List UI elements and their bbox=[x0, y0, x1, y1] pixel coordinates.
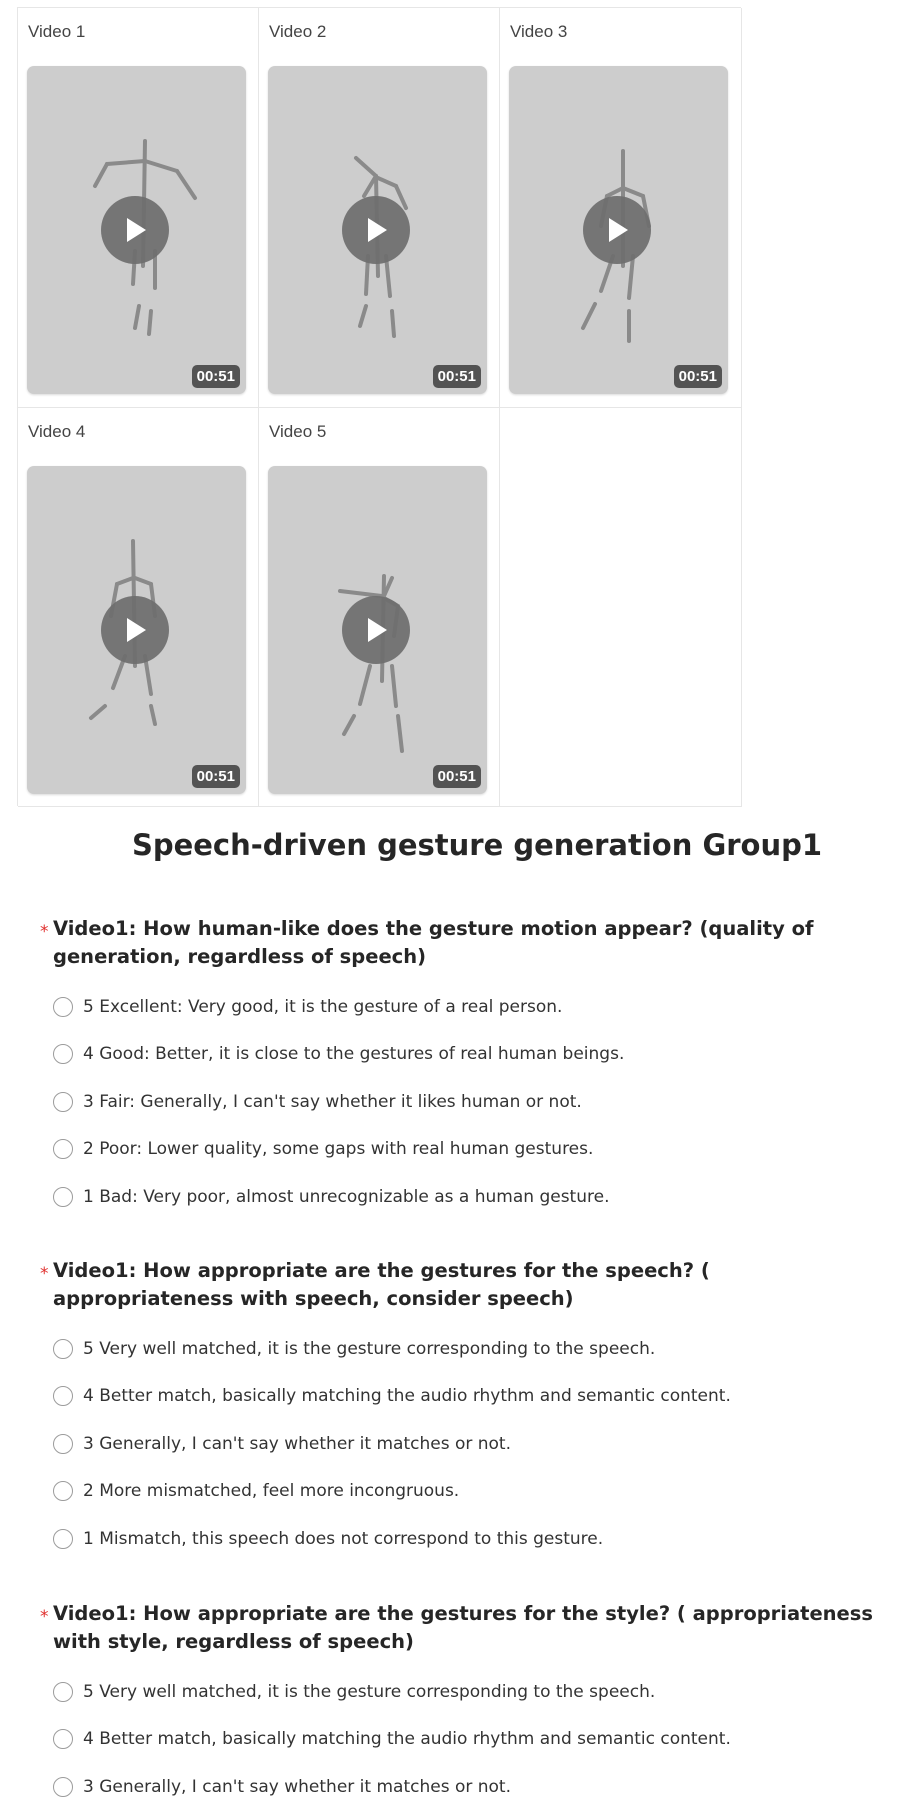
video-cell-5 bbox=[259, 408, 500, 807]
video-label: Video 3 bbox=[510, 22, 568, 41]
question-3 bbox=[40, 1600, 890, 1811]
play-button[interactable] bbox=[583, 196, 651, 264]
required-mark: * bbox=[40, 922, 49, 942]
video-duration: 00:51 bbox=[433, 765, 481, 788]
option-label: 3 Generally, I can't say whether it matches or not. bbox=[83, 1433, 511, 1454]
radio-option[interactable] bbox=[40, 1173, 890, 1221]
question-1 bbox=[40, 915, 890, 1221]
radio-button[interactable] bbox=[53, 1187, 73, 1207]
radio-group bbox=[40, 1325, 890, 1563]
required-mark: * bbox=[40, 1607, 49, 1627]
video-label: Video 4 bbox=[28, 422, 86, 441]
radio-button[interactable] bbox=[53, 1339, 73, 1359]
video-cell-4 bbox=[18, 408, 259, 807]
play-icon bbox=[122, 216, 148, 244]
question-2 bbox=[40, 1257, 890, 1563]
video-player-2[interactable] bbox=[268, 66, 487, 394]
option-label: 1 Mismatch, this speech does not correspond to this gesture. bbox=[83, 1528, 604, 1549]
option-label: 3 Generally, I can't say whether it matches or not. bbox=[83, 1776, 511, 1797]
option-label: 2 More mismatched, feel more incongruous. bbox=[83, 1481, 460, 1502]
question-title bbox=[40, 1600, 890, 1656]
video-cell-1 bbox=[18, 8, 259, 408]
play-button[interactable] bbox=[342, 596, 410, 664]
video-label: Video 5 bbox=[269, 422, 327, 441]
radio-option[interactable] bbox=[40, 1325, 890, 1373]
question-text: Video1: How human-like does the gesture motion appear? (quality of generation, regardless of speech) bbox=[53, 917, 814, 968]
radio-button[interactable] bbox=[53, 1777, 73, 1797]
radio-option[interactable] bbox=[40, 1515, 890, 1563]
radio-button[interactable] bbox=[53, 1481, 73, 1501]
radio-button[interactable] bbox=[53, 1092, 73, 1112]
play-button[interactable] bbox=[342, 196, 410, 264]
radio-button[interactable] bbox=[53, 1386, 73, 1406]
radio-button[interactable] bbox=[53, 1729, 73, 1749]
radio-option[interactable] bbox=[40, 1716, 890, 1764]
radio-option[interactable] bbox=[40, 1126, 890, 1174]
radio-option[interactable] bbox=[40, 1668, 890, 1716]
option-label: 3 Fair: Generally, I can't say whether it likes human or not. bbox=[83, 1091, 582, 1112]
option-label: 2 Poor: Lower quality, some gaps with real human gestures. bbox=[83, 1139, 594, 1160]
option-label: 5 Very well matched, it is the gesture corresponding to the speech. bbox=[83, 1338, 656, 1359]
play-icon bbox=[363, 616, 389, 644]
radio-button[interactable] bbox=[53, 1682, 73, 1702]
required-mark: * bbox=[40, 1264, 49, 1284]
video-label: Video 2 bbox=[269, 22, 327, 41]
play-button[interactable] bbox=[101, 196, 169, 264]
video-cell-2 bbox=[259, 8, 500, 408]
question-text: Video1: How appropriate are the gestures for the speech? ( appropriateness with speech, consider speech) bbox=[53, 1259, 710, 1310]
radio-button[interactable] bbox=[53, 1139, 73, 1159]
option-label: 5 Excellent: Very good, it is the gesture of a real person. bbox=[83, 996, 563, 1017]
radio-button[interactable] bbox=[53, 997, 73, 1017]
video-duration: 00:51 bbox=[674, 365, 722, 388]
radio-button[interactable] bbox=[53, 1044, 73, 1064]
video-duration: 00:51 bbox=[192, 765, 240, 788]
radio-option[interactable] bbox=[40, 1031, 890, 1079]
video-grid bbox=[17, 7, 741, 806]
video-cell-3 bbox=[500, 8, 742, 408]
video-cell-empty bbox=[500, 408, 742, 807]
radio-option[interactable] bbox=[40, 1763, 890, 1811]
video-player-5[interactable] bbox=[268, 466, 487, 794]
radio-option[interactable] bbox=[40, 1468, 890, 1516]
option-label: 4 Better match, basically matching the audio rhythm and semantic content. bbox=[83, 1729, 731, 1750]
radio-button[interactable] bbox=[53, 1529, 73, 1549]
radio-option[interactable] bbox=[40, 1078, 890, 1126]
option-label: 5 Very well matched, it is the gesture corresponding to the speech. bbox=[83, 1681, 656, 1702]
video-duration: 00:51 bbox=[433, 365, 481, 388]
video-label: Video 1 bbox=[28, 22, 86, 41]
play-button[interactable] bbox=[101, 596, 169, 664]
video-duration: 00:51 bbox=[192, 365, 240, 388]
radio-group bbox=[40, 983, 890, 1221]
question-title bbox=[40, 915, 890, 971]
video-player-4[interactable] bbox=[27, 466, 246, 794]
question-text: Video1: How appropriate are the gestures for the style? ( appropriateness with style, regardless of speech) bbox=[53, 1602, 873, 1653]
radio-option[interactable] bbox=[40, 1373, 890, 1421]
video-player-3[interactable] bbox=[509, 66, 728, 394]
option-label: 1 Bad: Very poor, almost unrecognizable as a human gesture. bbox=[83, 1186, 610, 1207]
question-title bbox=[40, 1257, 890, 1313]
radio-option[interactable] bbox=[40, 983, 890, 1031]
radio-group bbox=[40, 1668, 890, 1811]
option-label: 4 Better match, basically matching the audio rhythm and semantic content. bbox=[83, 1386, 731, 1407]
video-player-1[interactable] bbox=[27, 66, 246, 394]
radio-button[interactable] bbox=[53, 1434, 73, 1454]
survey-title: Speech-driven gesture generation Group1 bbox=[131, 828, 823, 862]
play-icon bbox=[604, 216, 630, 244]
play-icon bbox=[122, 616, 148, 644]
radio-option[interactable] bbox=[40, 1420, 890, 1468]
play-icon bbox=[363, 216, 389, 244]
option-label: 4 Good: Better, it is close to the gestures of real human beings. bbox=[83, 1044, 625, 1065]
